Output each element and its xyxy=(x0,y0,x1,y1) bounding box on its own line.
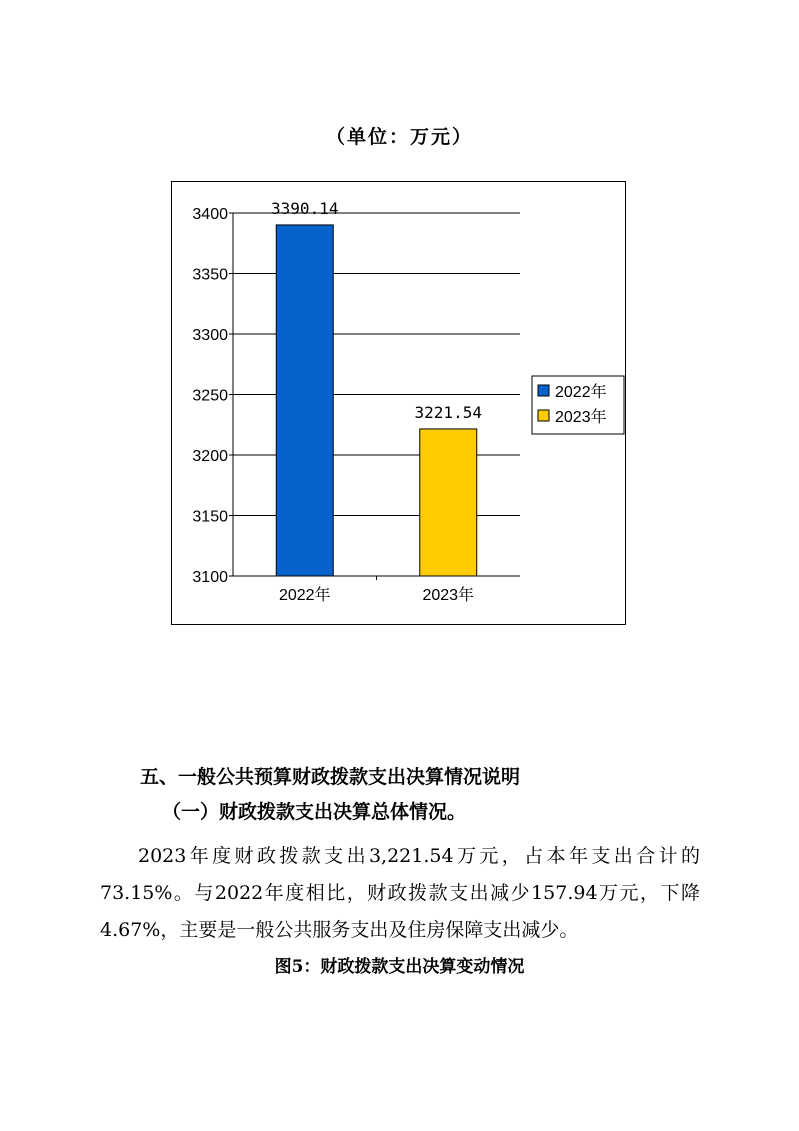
y-tick-label: 3250 xyxy=(192,387,228,405)
x-tick-label: 2022年 xyxy=(278,587,331,604)
y-tick-label: 3100 xyxy=(192,569,228,586)
y-tick-label: 3300 xyxy=(192,327,228,344)
y-tick-label: 3350 xyxy=(192,266,228,284)
y-tick-label: 3400 xyxy=(192,206,228,223)
unit-label: （单位：万元） xyxy=(325,126,473,148)
data-label: 3390.14 xyxy=(271,198,339,218)
y-tick-label: 3200 xyxy=(192,448,228,465)
paragraph-line-2: 73.15%。与2022年度相比，财政拨款支出减少157.94万元，下降 xyxy=(100,882,700,904)
subsection-heading: （一）财政拨款支出决算总体情况。 xyxy=(162,801,467,823)
bar-2023年 xyxy=(420,429,477,576)
chart-frame xyxy=(171,181,626,625)
paragraph xyxy=(100,838,700,949)
data-label: 3221.54 xyxy=(414,402,482,422)
section-heading: 五、一般公共预算财政拨款支出决算情况说明 xyxy=(140,766,521,788)
figure-caption: 图5：财政拨款支出决算变动情况 xyxy=(274,957,525,977)
legend-label: 2022年 xyxy=(555,384,607,401)
y-tick-label: 3150 xyxy=(192,508,228,526)
legend-swatch xyxy=(538,410,549,421)
paragraph-line-3: 4.67%，主要是一般公共服务支出及住房保障支出减少。 xyxy=(100,919,579,941)
bar-2022年 xyxy=(276,225,333,576)
x-tick-label: 2023年 xyxy=(422,587,475,604)
bar-chart xyxy=(172,182,627,626)
legend-label: 2023年 xyxy=(555,409,607,426)
legend-swatch xyxy=(538,385,549,396)
paragraph-line-1: 2023年度财政拨款支出3,221.54万元，占本年支出合计的 xyxy=(138,845,700,867)
